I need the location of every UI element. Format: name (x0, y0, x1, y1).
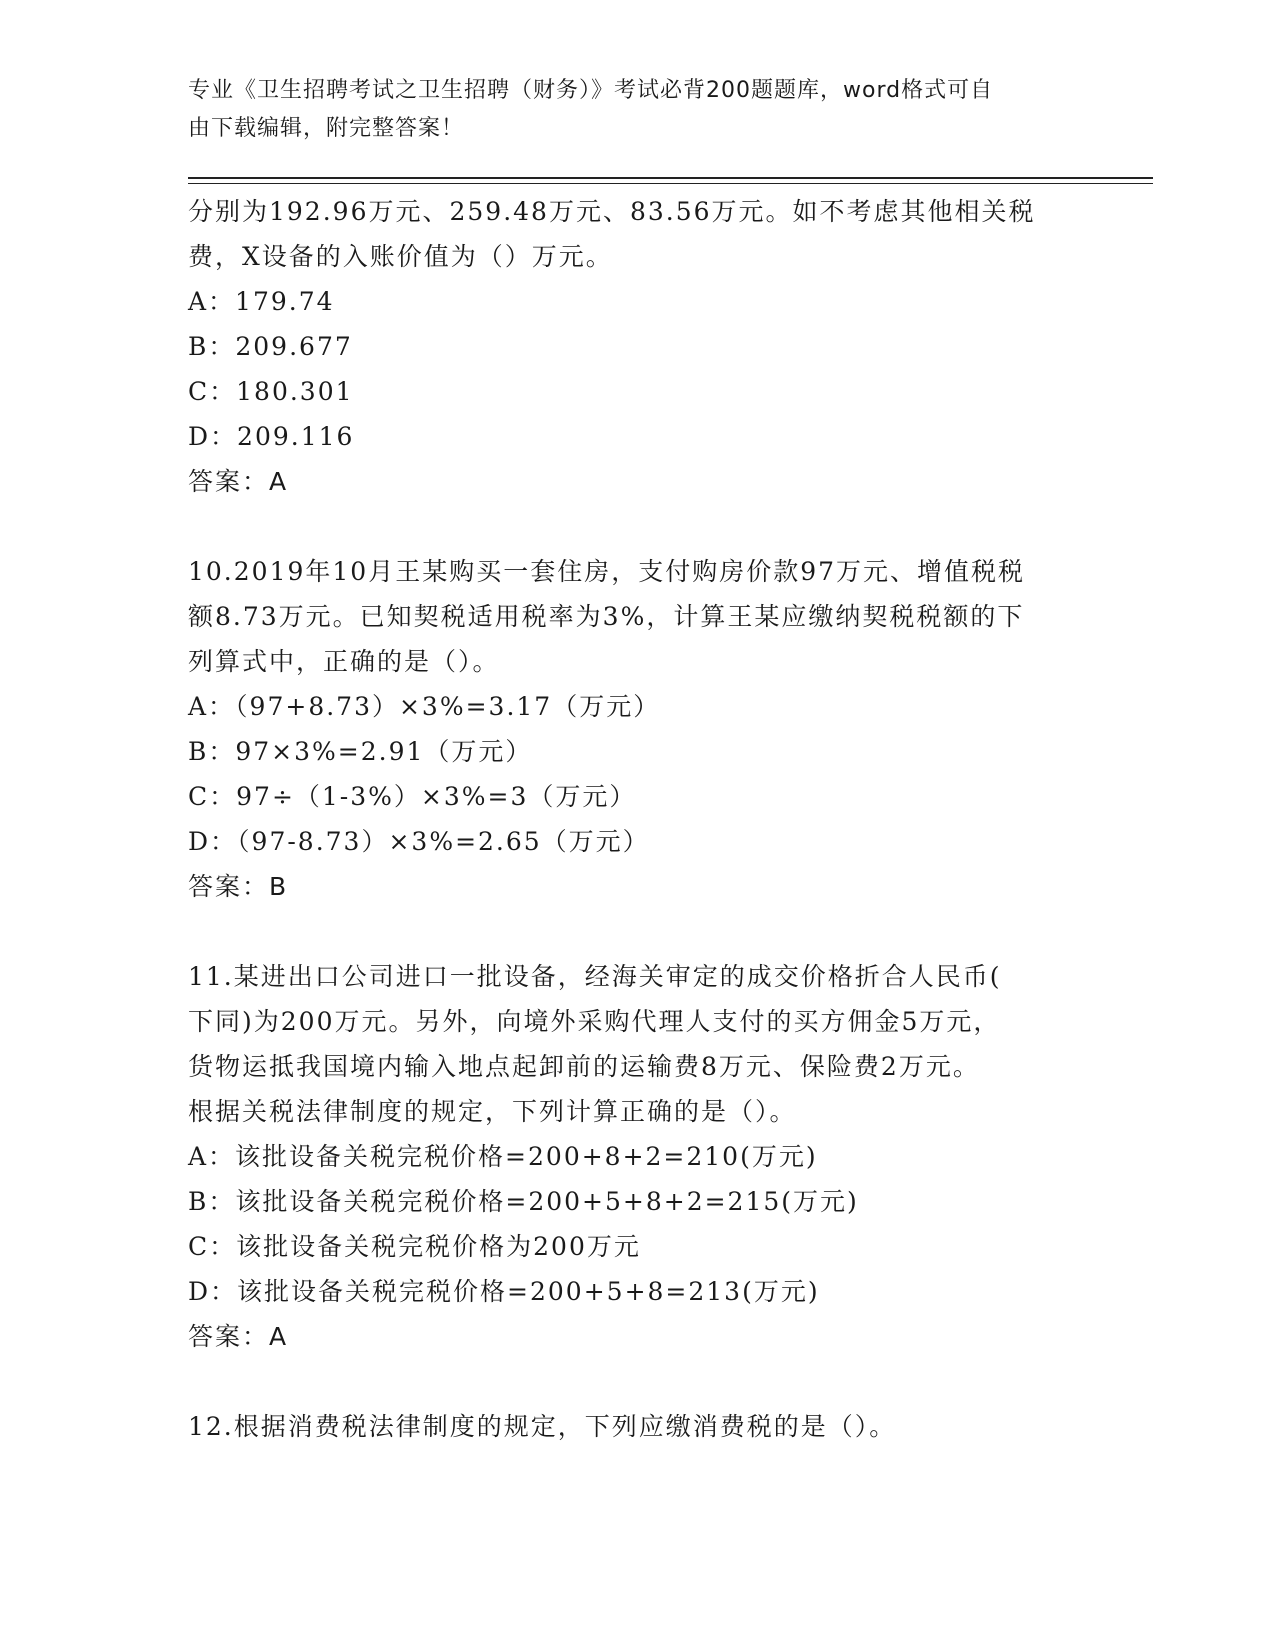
question-12-line-1: 12.根据消费税法律制度的规定，下列应缴消费税的是（）。 (188, 1412, 897, 1441)
spacer (188, 909, 1088, 954)
spacer (188, 504, 1088, 549)
question-9-line-2: 费，X设备的入账价值为（）万元。 (188, 242, 613, 271)
question-10-option-a: A：（97+8.73）×3%=3.17（万元） (188, 692, 661, 721)
question-11-line-3: 货物运抵我国境内输入地点起卸前的运输费8万元、保险费2万元。 (188, 1052, 980, 1081)
question-9-option-b: B：209.677 (188, 332, 353, 361)
question-11-line-1: 11.某进出口公司进口一批设备，经海关审定的成交价格折合人民币( (188, 962, 1002, 991)
header-line-2: 由下载编辑，附完整答案！ (188, 116, 465, 141)
question-10 (188, 549, 1088, 909)
question-11-option-a: A：该批设备关税完税价格=200+8+2=210(万元) (188, 1142, 818, 1171)
document-header (188, 72, 1068, 148)
spacer (188, 1359, 1088, 1404)
question-11-line-2: 下同)为200万元。另外，向境外采购代理人支付的买方佣金5万元， (188, 1007, 1001, 1036)
question-11-option-d: D：该批设备关税完税价格=200+5+8=213(万元) (188, 1277, 820, 1306)
question-10-line-1: 10.2019年10月王某购买一套住房，支付购房价款97万元、增值税税 (188, 557, 1026, 586)
question-9-option-c: C：180.301 (188, 377, 354, 406)
question-9-option-d: D：209.116 (188, 422, 355, 451)
question-11-line-4: 根据关税法律制度的规定，下列计算正确的是（）。 (188, 1097, 797, 1126)
question-10-answer: 答案：B (188, 872, 289, 901)
question-10-option-b: B：97×3%=2.91（万元） (188, 737, 533, 766)
question-9 (188, 189, 1088, 504)
question-11-answer: 答案：A (188, 1322, 289, 1351)
question-12 (188, 1404, 1088, 1449)
question-9-answer: 答案：A (188, 467, 289, 496)
question-10-option-d: D：（97-8.73）×3%=2.65（万元） (188, 827, 650, 856)
question-10-line-2: 额8.73万元。已知契税适用税率为3%，计算王某应缴纳契税税额的下 (188, 602, 1025, 631)
document-body (188, 189, 1088, 1449)
question-10-option-c: C：97÷（1-3%）×3%=3（万元） (188, 782, 637, 811)
question-11 (188, 954, 1088, 1359)
header-divider-thick (188, 177, 1153, 179)
question-11-option-c: C：该批设备关税完税价格为200万元 (188, 1232, 641, 1261)
header-divider-thin (188, 183, 1153, 184)
question-9-line-1: 分别为192.96万元、259.48万元、83.56万元。如不考虑其他相关税 (188, 197, 1036, 226)
question-9-option-a: A：179.74 (188, 287, 335, 316)
question-11-option-b: B：该批设备关税完税价格=200+5+8+2=215(万元) (188, 1187, 859, 1216)
header-line-1: 专业《卫生招聘考试之卫生招聘（财务）》考试必背200题题库，word格式可自 (188, 78, 994, 103)
question-10-line-3: 列算式中，正确的是（）。 (188, 647, 500, 676)
